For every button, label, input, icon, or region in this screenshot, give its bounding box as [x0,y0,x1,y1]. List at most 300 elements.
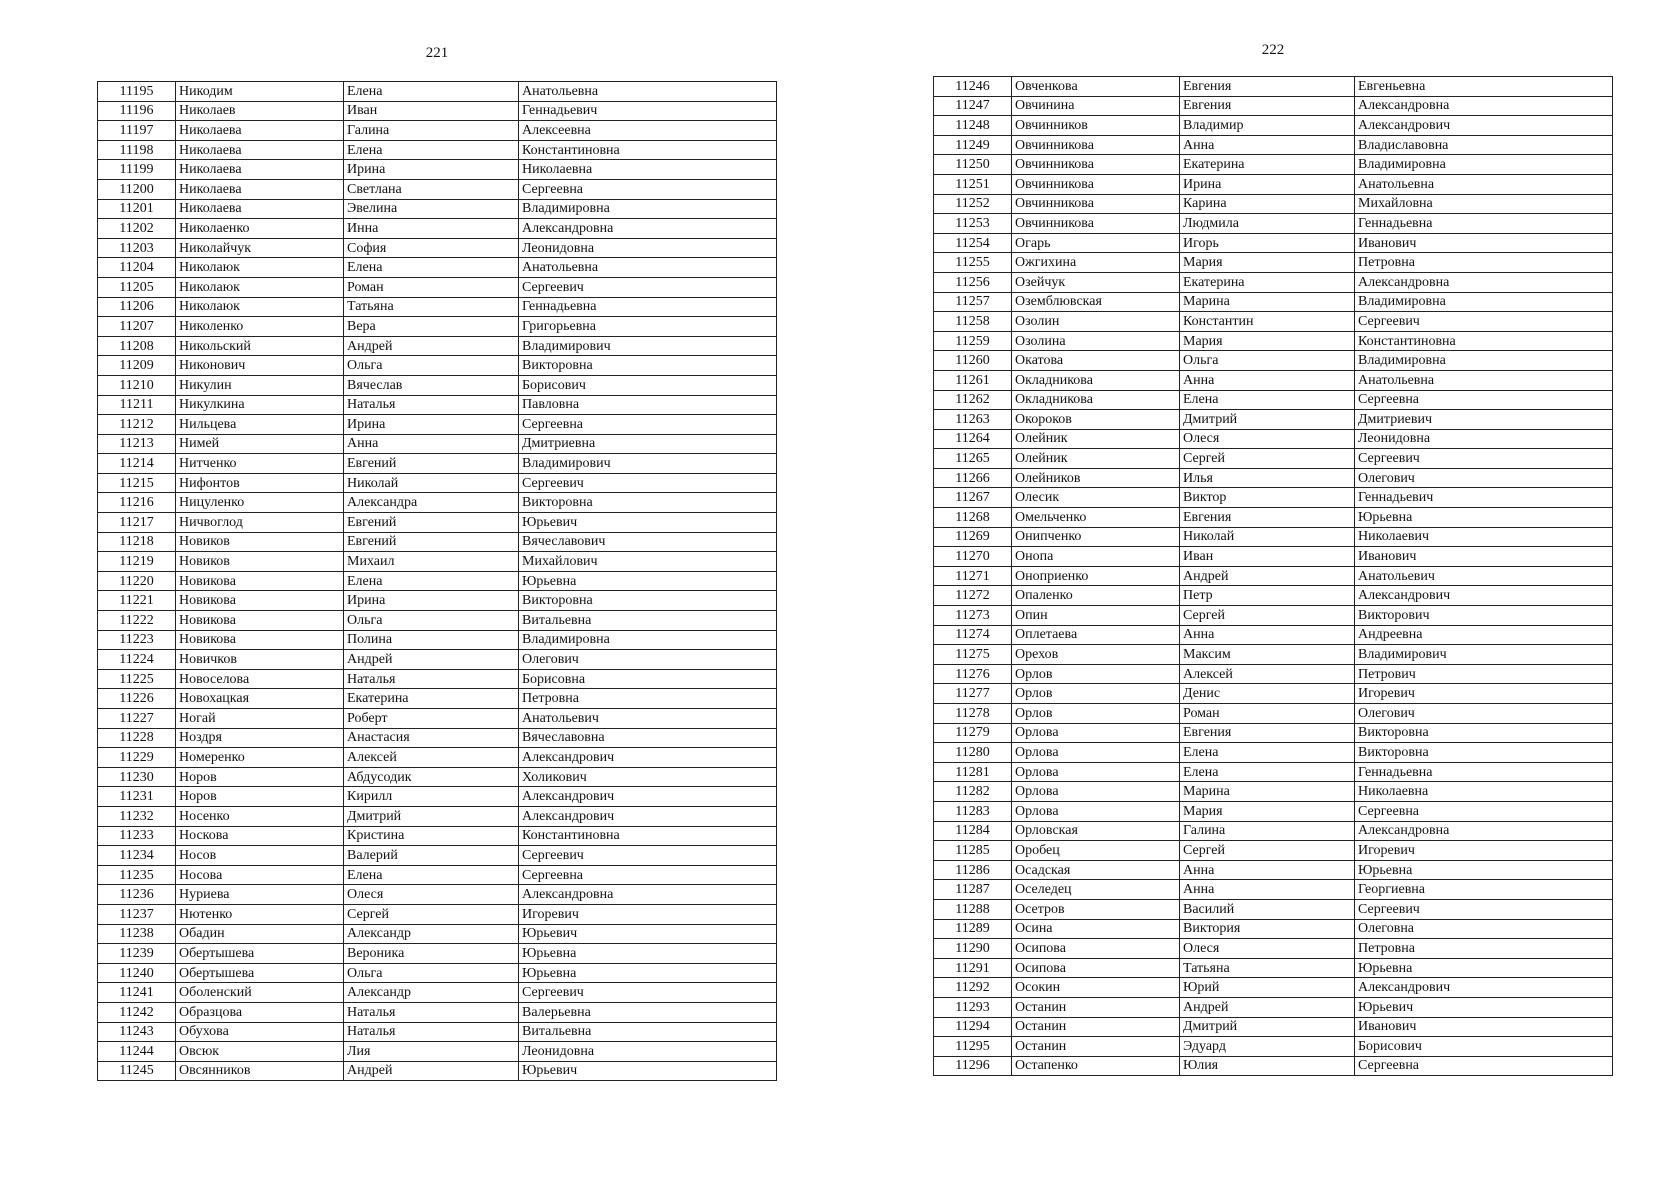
patronymic-cell: Петрович [1355,664,1613,684]
last-name-cell: Останин [1012,1037,1180,1057]
table-row [934,997,1613,1017]
first-name-cell: Мария [1180,253,1355,273]
record-number-cell: 11270 [934,547,1012,567]
record-number-cell: 11223 [98,630,176,650]
first-name-cell: Кирилл [344,787,519,807]
patronymic-cell: Анатольевна [519,82,777,102]
table-row [98,1002,777,1022]
first-name-cell: Анастасия [344,728,519,748]
first-name-cell: Иван [1180,547,1355,567]
record-number-cell: 11244 [98,1042,176,1062]
table-row [934,1017,1613,1037]
patronymic-cell: Холикович [519,767,777,787]
patronymic-cell: Олегович [1355,704,1613,724]
last-name-cell: Обертышева [176,963,344,983]
first-name-cell: Владимир [1180,116,1355,136]
first-name-cell: Эдуард [1180,1037,1355,1057]
last-name-cell: Озолина [1012,331,1180,351]
record-number-cell: 11204 [98,258,176,278]
patronymic-cell: Геннадьевна [1355,762,1613,782]
record-number-cell: 11212 [98,415,176,435]
first-name-cell: Елена [344,82,519,102]
patronymic-cell: Сергеевна [519,865,777,885]
record-number-cell: 11252 [934,194,1012,214]
table-row [98,787,777,807]
patronymic-cell: Александровна [519,219,777,239]
record-number-cell: 11240 [98,963,176,983]
last-name-cell: Носкова [176,826,344,846]
table-row [934,527,1613,547]
patronymic-cell: Александрович [519,748,777,768]
record-number-cell: 11221 [98,591,176,611]
last-name-cell: Обадин [176,924,344,944]
record-number-cell: 11278 [934,704,1012,724]
last-name-cell: Николаева [176,199,344,219]
patronymic-cell: Владиславовна [1355,135,1613,155]
patronymic-cell: Леонидовна [1355,429,1613,449]
record-number-cell: 11213 [98,434,176,454]
table-row [934,743,1613,763]
last-name-cell: Осадская [1012,860,1180,880]
last-name-cell: Олейник [1012,449,1180,469]
record-number-cell: 11246 [934,77,1012,97]
last-name-cell: Никольский [176,336,344,356]
last-name-cell: Ницуленко [176,493,344,513]
patronymic-cell: Иванович [1355,1017,1613,1037]
patronymic-cell: Дмитриевна [519,434,777,454]
patronymic-cell: Борисович [1355,1037,1613,1057]
record-number-cell: 11254 [934,233,1012,253]
patronymic-cell: Юрьевна [519,963,777,983]
register-table-body [98,82,777,1081]
record-number-cell: 11267 [934,488,1012,508]
patronymic-cell: Игоревич [1355,841,1613,861]
record-number-cell: 11245 [98,1061,176,1081]
table-row [98,826,777,846]
last-name-cell: Осокин [1012,978,1180,998]
table-row [934,351,1613,371]
last-name-cell: Орлова [1012,801,1180,821]
table-row [934,370,1613,390]
table-row [934,77,1613,97]
patronymic-cell: Олегович [1355,468,1613,488]
last-name-cell: Носенко [176,806,344,826]
first-name-cell: Дмитрий [344,806,519,826]
first-name-cell: Вячеслав [344,375,519,395]
record-number-cell: 11217 [98,513,176,533]
patronymic-cell: Витальевна [519,1022,777,1042]
first-name-cell: Евгений [344,454,519,474]
last-name-cell: Орлов [1012,704,1180,724]
first-name-cell: Олеся [344,885,519,905]
first-name-cell: Ольга [344,611,519,631]
record-number-cell: 11222 [98,611,176,631]
last-name-cell: Новохацкая [176,689,344,709]
patronymic-cell: Юрьевич [519,513,777,533]
patronymic-cell: Александрович [1355,586,1613,606]
record-number-cell: 11207 [98,317,176,337]
table-row [934,723,1613,743]
record-number-cell: 11282 [934,782,1012,802]
patronymic-cell: Константиновна [1355,331,1613,351]
patronymic-cell: Сергеевич [519,983,777,1003]
first-name-cell: Галина [1180,821,1355,841]
last-name-cell: Осина [1012,919,1180,939]
record-number-cell: 11250 [934,155,1012,175]
last-name-cell: Озейчук [1012,272,1180,292]
table-row [934,919,1613,939]
patronymic-cell: Александрович [1355,116,1613,136]
patronymic-cell: Александровна [1355,272,1613,292]
table-row [934,468,1613,488]
record-number-cell: 11237 [98,904,176,924]
last-name-cell: Новикова [176,591,344,611]
last-name-cell: Никонович [176,356,344,376]
register-table [97,81,777,1081]
record-number-cell: 11208 [98,336,176,356]
first-name-cell: Ирина [344,591,519,611]
record-number-cell: 11211 [98,395,176,415]
record-number-cell: 11275 [934,645,1012,665]
last-name-cell: Орлова [1012,782,1180,802]
first-name-cell: Кристина [344,826,519,846]
table-row [934,645,1613,665]
last-name-cell: Николаева [176,160,344,180]
first-name-cell: Наталья [344,395,519,415]
patronymic-cell: Викторовна [1355,743,1613,763]
last-name-cell: Нимей [176,434,344,454]
first-name-cell: Андрей [1180,997,1355,1017]
patronymic-cell: Владимирович [1355,645,1613,665]
record-number-cell: 11286 [934,860,1012,880]
patronymic-cell: Дмитриевич [1355,410,1613,430]
last-name-cell: Ноздря [176,728,344,748]
first-name-cell: Светлана [344,179,519,199]
table-row [934,625,1613,645]
table-row [934,253,1613,273]
first-name-cell: Петр [1180,586,1355,606]
last-name-cell: Норов [176,787,344,807]
last-name-cell: Орлова [1012,723,1180,743]
patronymic-cell: Сергеевна [1355,1056,1613,1076]
patronymic-cell: Алексеевна [519,121,777,141]
first-name-cell: Мария [1180,801,1355,821]
record-number-cell: 11271 [934,566,1012,586]
patronymic-cell: Анатольевна [1355,370,1613,390]
record-number-cell: 11239 [98,944,176,964]
last-name-cell: Номеренко [176,748,344,768]
patronymic-cell: Сергеевич [519,473,777,493]
left-page [97,0,777,1081]
patronymic-cell: Анатольевна [519,258,777,278]
first-name-cell: Екатерина [344,689,519,709]
first-name-cell: Наталья [344,669,519,689]
last-name-cell: Николаева [176,140,344,160]
page-number: 221 [425,45,449,61]
last-name-cell: Обертышева [176,944,344,964]
last-name-cell: Омельченко [1012,508,1180,528]
last-name-cell: Носов [176,846,344,866]
last-name-cell: Новиков [176,552,344,572]
patronymic-cell: Иванович [1355,233,1613,253]
last-name-cell: Новоселова [176,669,344,689]
table-row [98,1061,777,1081]
patronymic-cell: Михайловна [1355,194,1613,214]
record-number-cell: 11287 [934,880,1012,900]
last-name-cell: Окладникова [1012,390,1180,410]
table-row [98,846,777,866]
table-row [934,958,1613,978]
patronymic-cell: Викторовна [519,591,777,611]
last-name-cell: Норов [176,767,344,787]
patronymic-cell: Юрьевна [519,571,777,591]
table-row [934,762,1613,782]
table-row [98,101,777,121]
first-name-cell: Ирина [1180,174,1355,194]
record-number-cell: 11281 [934,762,1012,782]
table-row [98,140,777,160]
patronymic-cell: Викторовна [519,493,777,513]
table-row [98,806,777,826]
first-name-cell: Вера [344,317,519,337]
first-name-cell: Михаил [344,552,519,572]
record-number-cell: 11236 [98,885,176,905]
last-name-cell: Николаенко [176,219,344,239]
table-row [98,767,777,787]
table-row [934,449,1613,469]
first-name-cell: Анна [1180,860,1355,880]
last-name-cell: Окатова [1012,351,1180,371]
last-name-cell: Орлов [1012,664,1180,684]
last-name-cell: Ожгихина [1012,253,1180,273]
table-row [934,841,1613,861]
patronymic-cell: Александрович [519,787,777,807]
table-row [98,160,777,180]
table-row [934,410,1613,430]
patronymic-cell: Владимировна [1355,351,1613,371]
table-row [934,116,1613,136]
record-number-cell: 11257 [934,292,1012,312]
record-number-cell: 11274 [934,625,1012,645]
patronymic-cell: Петровна [519,689,777,709]
first-name-cell: Екатерина [1180,272,1355,292]
last-name-cell: Остапенко [1012,1056,1180,1076]
last-name-cell: Новикова [176,630,344,650]
table-row [934,860,1613,880]
last-name-cell: Никулкина [176,395,344,415]
record-number-cell: 11233 [98,826,176,846]
record-number-cell: 11230 [98,767,176,787]
table-row [934,331,1613,351]
table-row [934,1037,1613,1057]
record-number-cell: 11235 [98,865,176,885]
patronymic-cell: Юрьевич [519,924,777,944]
first-name-cell: Евгения [1180,723,1355,743]
record-number-cell: 11253 [934,214,1012,234]
patronymic-cell: Юрьевна [519,944,777,964]
record-number-cell: 11280 [934,743,1012,763]
patronymic-cell: Николаевна [1355,782,1613,802]
first-name-cell: Олеся [1180,429,1355,449]
table-row [934,96,1613,116]
last-name-cell: Овченкова [1012,77,1180,97]
first-name-cell: Евгения [1180,77,1355,97]
record-number-cell: 11196 [98,101,176,121]
patronymic-cell: Сергеевич [519,846,777,866]
patronymic-cell: Владимирович [519,336,777,356]
patronymic-cell: Олегович [519,650,777,670]
table-row [934,233,1613,253]
patronymic-cell: Георгиевна [1355,880,1613,900]
table-row [98,630,777,650]
patronymic-cell: Владимирович [519,454,777,474]
record-number-cell: 11202 [98,219,176,239]
first-name-cell: Анна [1180,370,1355,390]
last-name-cell: Николаюк [176,277,344,297]
first-name-cell: Дмитрий [1180,410,1355,430]
table-row [934,939,1613,959]
last-name-cell: Онопа [1012,547,1180,567]
record-number-cell: 11289 [934,919,1012,939]
patronymic-cell: Леонидовна [519,1042,777,1062]
table-row [98,1042,777,1062]
last-name-cell: Ногай [176,709,344,729]
first-name-cell: Наталья [344,1022,519,1042]
patronymic-cell: Иванович [1355,547,1613,567]
table-row [98,356,777,376]
record-number-cell: 11262 [934,390,1012,410]
first-name-cell: Полина [344,630,519,650]
first-name-cell: Ирина [344,160,519,180]
record-number-cell: 11256 [934,272,1012,292]
patronymic-cell: Юрьевна [1355,958,1613,978]
first-name-cell: Василий [1180,899,1355,919]
record-number-cell: 11219 [98,552,176,572]
last-name-cell: Олейник [1012,429,1180,449]
first-name-cell: Елена [344,571,519,591]
first-name-cell: Ольга [1180,351,1355,371]
first-name-cell: Эвелина [344,199,519,219]
table-row [934,899,1613,919]
first-name-cell: Мария [1180,331,1355,351]
last-name-cell: Озолин [1012,312,1180,332]
table-row [98,1022,777,1042]
first-name-cell: Елена [1180,390,1355,410]
last-name-cell: Новикова [176,611,344,631]
last-name-cell: Николаюк [176,297,344,317]
table-row [934,488,1613,508]
last-name-cell: Олесик [1012,488,1180,508]
record-number-cell: 11283 [934,801,1012,821]
record-number-cell: 11258 [934,312,1012,332]
table-row [98,552,777,572]
first-name-cell: Игорь [1180,233,1355,253]
last-name-cell: Николенко [176,317,344,337]
patronymic-cell: Сергеевич [519,277,777,297]
first-name-cell: Татьяна [1180,958,1355,978]
table-row [98,689,777,709]
record-number-cell: 11269 [934,527,1012,547]
last-name-cell: Орлова [1012,743,1180,763]
first-name-cell: Иван [344,101,519,121]
last-name-cell: Овчинина [1012,96,1180,116]
record-number-cell: 11220 [98,571,176,591]
last-name-cell: Николаева [176,179,344,199]
table-row [934,664,1613,684]
last-name-cell: Овчинникова [1012,155,1180,175]
record-number-cell: 11261 [934,370,1012,390]
record-number-cell: 11228 [98,728,176,748]
record-number-cell: 11225 [98,669,176,689]
last-name-cell: Овсянников [176,1061,344,1081]
table-row [98,944,777,964]
first-name-cell: Наталья [344,1002,519,1022]
record-number-cell: 11203 [98,238,176,258]
first-name-cell: Андрей [344,336,519,356]
last-name-cell: Орловская [1012,821,1180,841]
first-name-cell: Сергей [1180,606,1355,626]
patronymic-cell: Константиновна [519,826,777,846]
first-name-cell: Людмила [1180,214,1355,234]
record-number-cell: 11234 [98,846,176,866]
first-name-cell: Максим [1180,645,1355,665]
record-number-cell: 11216 [98,493,176,513]
record-number-cell: 11209 [98,356,176,376]
record-number-cell: 11214 [98,454,176,474]
first-name-cell: Елена [344,865,519,885]
record-number-cell: 11238 [98,924,176,944]
table-row [934,978,1613,998]
patronymic-cell: Валерьевна [519,1002,777,1022]
first-name-cell: Алексей [1180,664,1355,684]
record-number-cell: 11294 [934,1017,1012,1037]
last-name-cell: Огарь [1012,233,1180,253]
last-name-cell: Онипченко [1012,527,1180,547]
record-number-cell: 11277 [934,684,1012,704]
patronymic-cell: Борисович [519,375,777,395]
record-number-cell: 11206 [98,297,176,317]
patronymic-cell: Петровна [1355,253,1613,273]
record-number-cell: 11232 [98,806,176,826]
patronymic-cell: Викторовна [1355,723,1613,743]
record-number-cell: 11247 [934,96,1012,116]
record-number-cell: 11284 [934,821,1012,841]
table-row [98,179,777,199]
patronymic-cell: Вячеславовна [519,728,777,748]
first-name-cell: Николай [344,473,519,493]
table-row [934,586,1613,606]
table-row [934,566,1613,586]
patronymic-cell: Александровна [1355,96,1613,116]
patronymic-cell: Константиновна [519,140,777,160]
first-name-cell: Ольга [344,356,519,376]
table-row [934,801,1613,821]
patronymic-cell: Анатольевна [1355,174,1613,194]
last-name-cell: Николаюк [176,258,344,278]
patronymic-cell: Вячеславович [519,532,777,552]
first-name-cell: Елена [344,258,519,278]
patronymic-cell: Сергеевич [1355,449,1613,469]
record-number-cell: 11276 [934,664,1012,684]
last-name-cell: Оземблювская [1012,292,1180,312]
first-name-cell: Евгения [1180,508,1355,528]
record-number-cell: 11264 [934,429,1012,449]
last-name-cell: Окороков [1012,410,1180,430]
first-name-cell: Анна [1180,625,1355,645]
last-name-cell: Осетров [1012,899,1180,919]
record-number-cell: 11210 [98,375,176,395]
record-number-cell: 11201 [98,199,176,219]
